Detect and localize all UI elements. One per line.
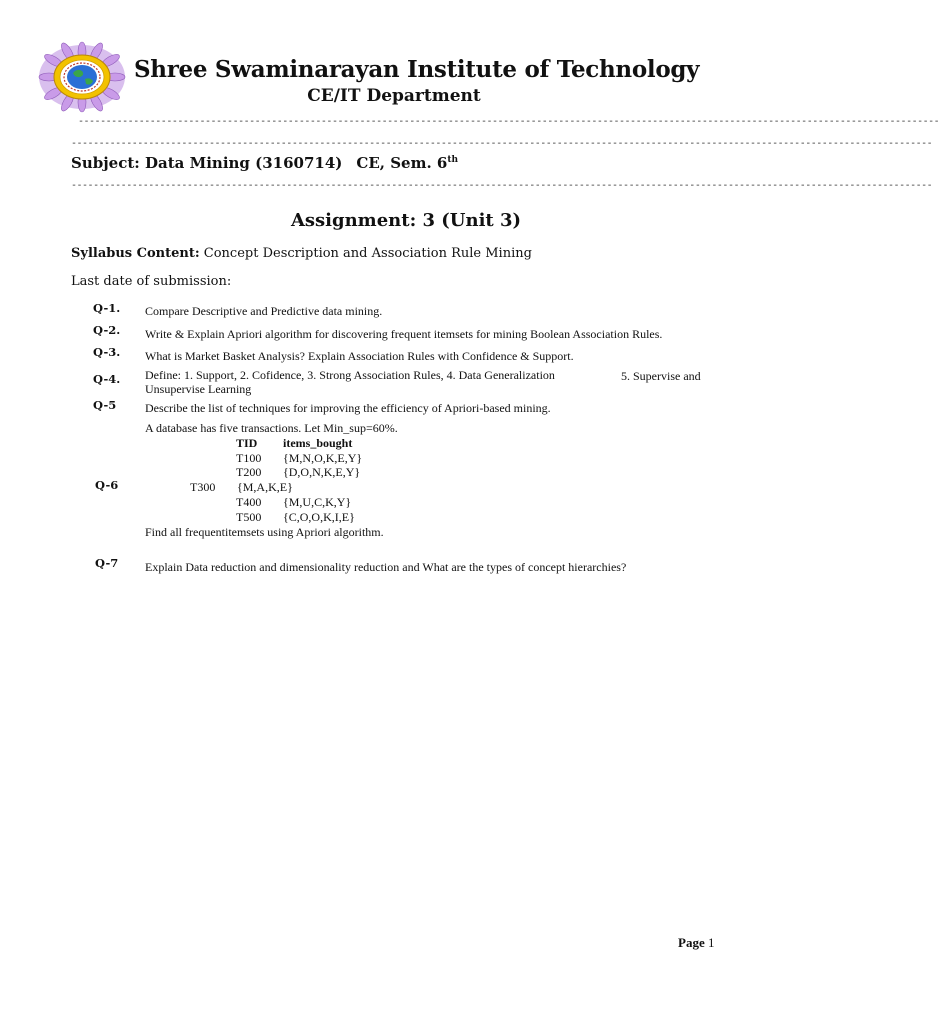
syllabus-content <box>71 246 532 261</box>
table-header-tid: TID <box>236 436 258 450</box>
syllabus-value: Concept Description and Association Rule Mining <box>203 246 532 261</box>
question-text: Explain Data reduction and dimensionality reduction and What are the types of concept hierarchies? <box>145 560 627 574</box>
table-cell-items: {M,U,C,K,Y} <box>283 495 352 509</box>
question-number: Q-7 <box>95 556 119 570</box>
question-text: Write & Explain Apriori algorithm for discovering frequent itemsets for mining Boolean Association Rules. <box>145 327 663 341</box>
table-cell-items: {M,N,O,K,E,Y} <box>283 451 363 465</box>
question-intro: A database has five transactions. Let Min_sup=60%. <box>145 421 398 435</box>
question-number: Q-1. <box>93 301 121 315</box>
divider-line: ------------------------------------------------------------------------------------------------------------------------------------------------------------ <box>71 180 933 191</box>
table-cell-items: {D,O,N,K,E,Y} <box>283 465 361 479</box>
table-header-items: items_bought <box>283 436 353 450</box>
question-text-line2: Unsupervise Learning <box>145 382 252 396</box>
question-outro: Find all frequentitemsets using Apriori algorithm. <box>145 525 384 539</box>
assignment-title: Assignment: 3 (Unit 3) <box>290 210 522 231</box>
question-text: Describe the list of techniques for improving the efficiency of Apriori-based mining. <box>145 401 551 415</box>
page-footer <box>678 935 714 951</box>
page-label: Page <box>678 935 705 950</box>
syllabus-label: Syllabus Content: <box>71 246 200 261</box>
table-cell-tid: T400 <box>236 495 262 509</box>
semester-sup: th <box>447 155 459 165</box>
subject-label: Subject: Data Mining (3160714) <box>71 154 343 172</box>
question-number: Q-6 <box>95 478 119 492</box>
question-number: Q-3. <box>93 345 121 359</box>
table-cell-items: {M,A,K,E} <box>237 480 293 494</box>
divider-line: ------------------------------------------------------------------------------------------------------------------------------------------------------------ <box>78 116 939 127</box>
table-cell-tid: T300 <box>190 480 216 494</box>
question-number: Q-4. <box>93 372 121 386</box>
institute-name: Shree Swaminarayan Institute of Technology <box>134 56 700 83</box>
department-name: CE/IT Department <box>307 86 481 106</box>
question-text-line1: Define: 1. Support, 2. Cofidence, 3. Strong Association Rules, 4. Data Generalization <box>145 368 555 382</box>
question-text-right: 5. Supervise and <box>621 369 701 383</box>
subject-line <box>71 154 458 172</box>
divider-line: ------------------------------------------------------------------------------------------------------------------------------------------------------------ <box>71 138 933 149</box>
table-cell-tid: T500 <box>236 510 262 524</box>
semester-label: CE, Sem. 6 <box>356 154 448 172</box>
question-text: What is Market Basket Analysis? Explain Association Rules with Confidence & Support. <box>145 349 574 363</box>
question-number: Q-5 <box>93 398 117 412</box>
question-text: Compare Descriptive and Predictive data mining. <box>145 304 383 318</box>
table-cell-items: {C,O,O,K,I,E} <box>283 510 355 524</box>
last-date-submission: Last date of submission: <box>71 274 232 289</box>
question-number: Q-2. <box>93 323 121 337</box>
table-cell-tid: T100 <box>236 451 262 465</box>
page-number: 1 <box>707 935 715 950</box>
college-seal-icon <box>38 44 126 110</box>
table-cell-tid: T200 <box>236 465 262 479</box>
